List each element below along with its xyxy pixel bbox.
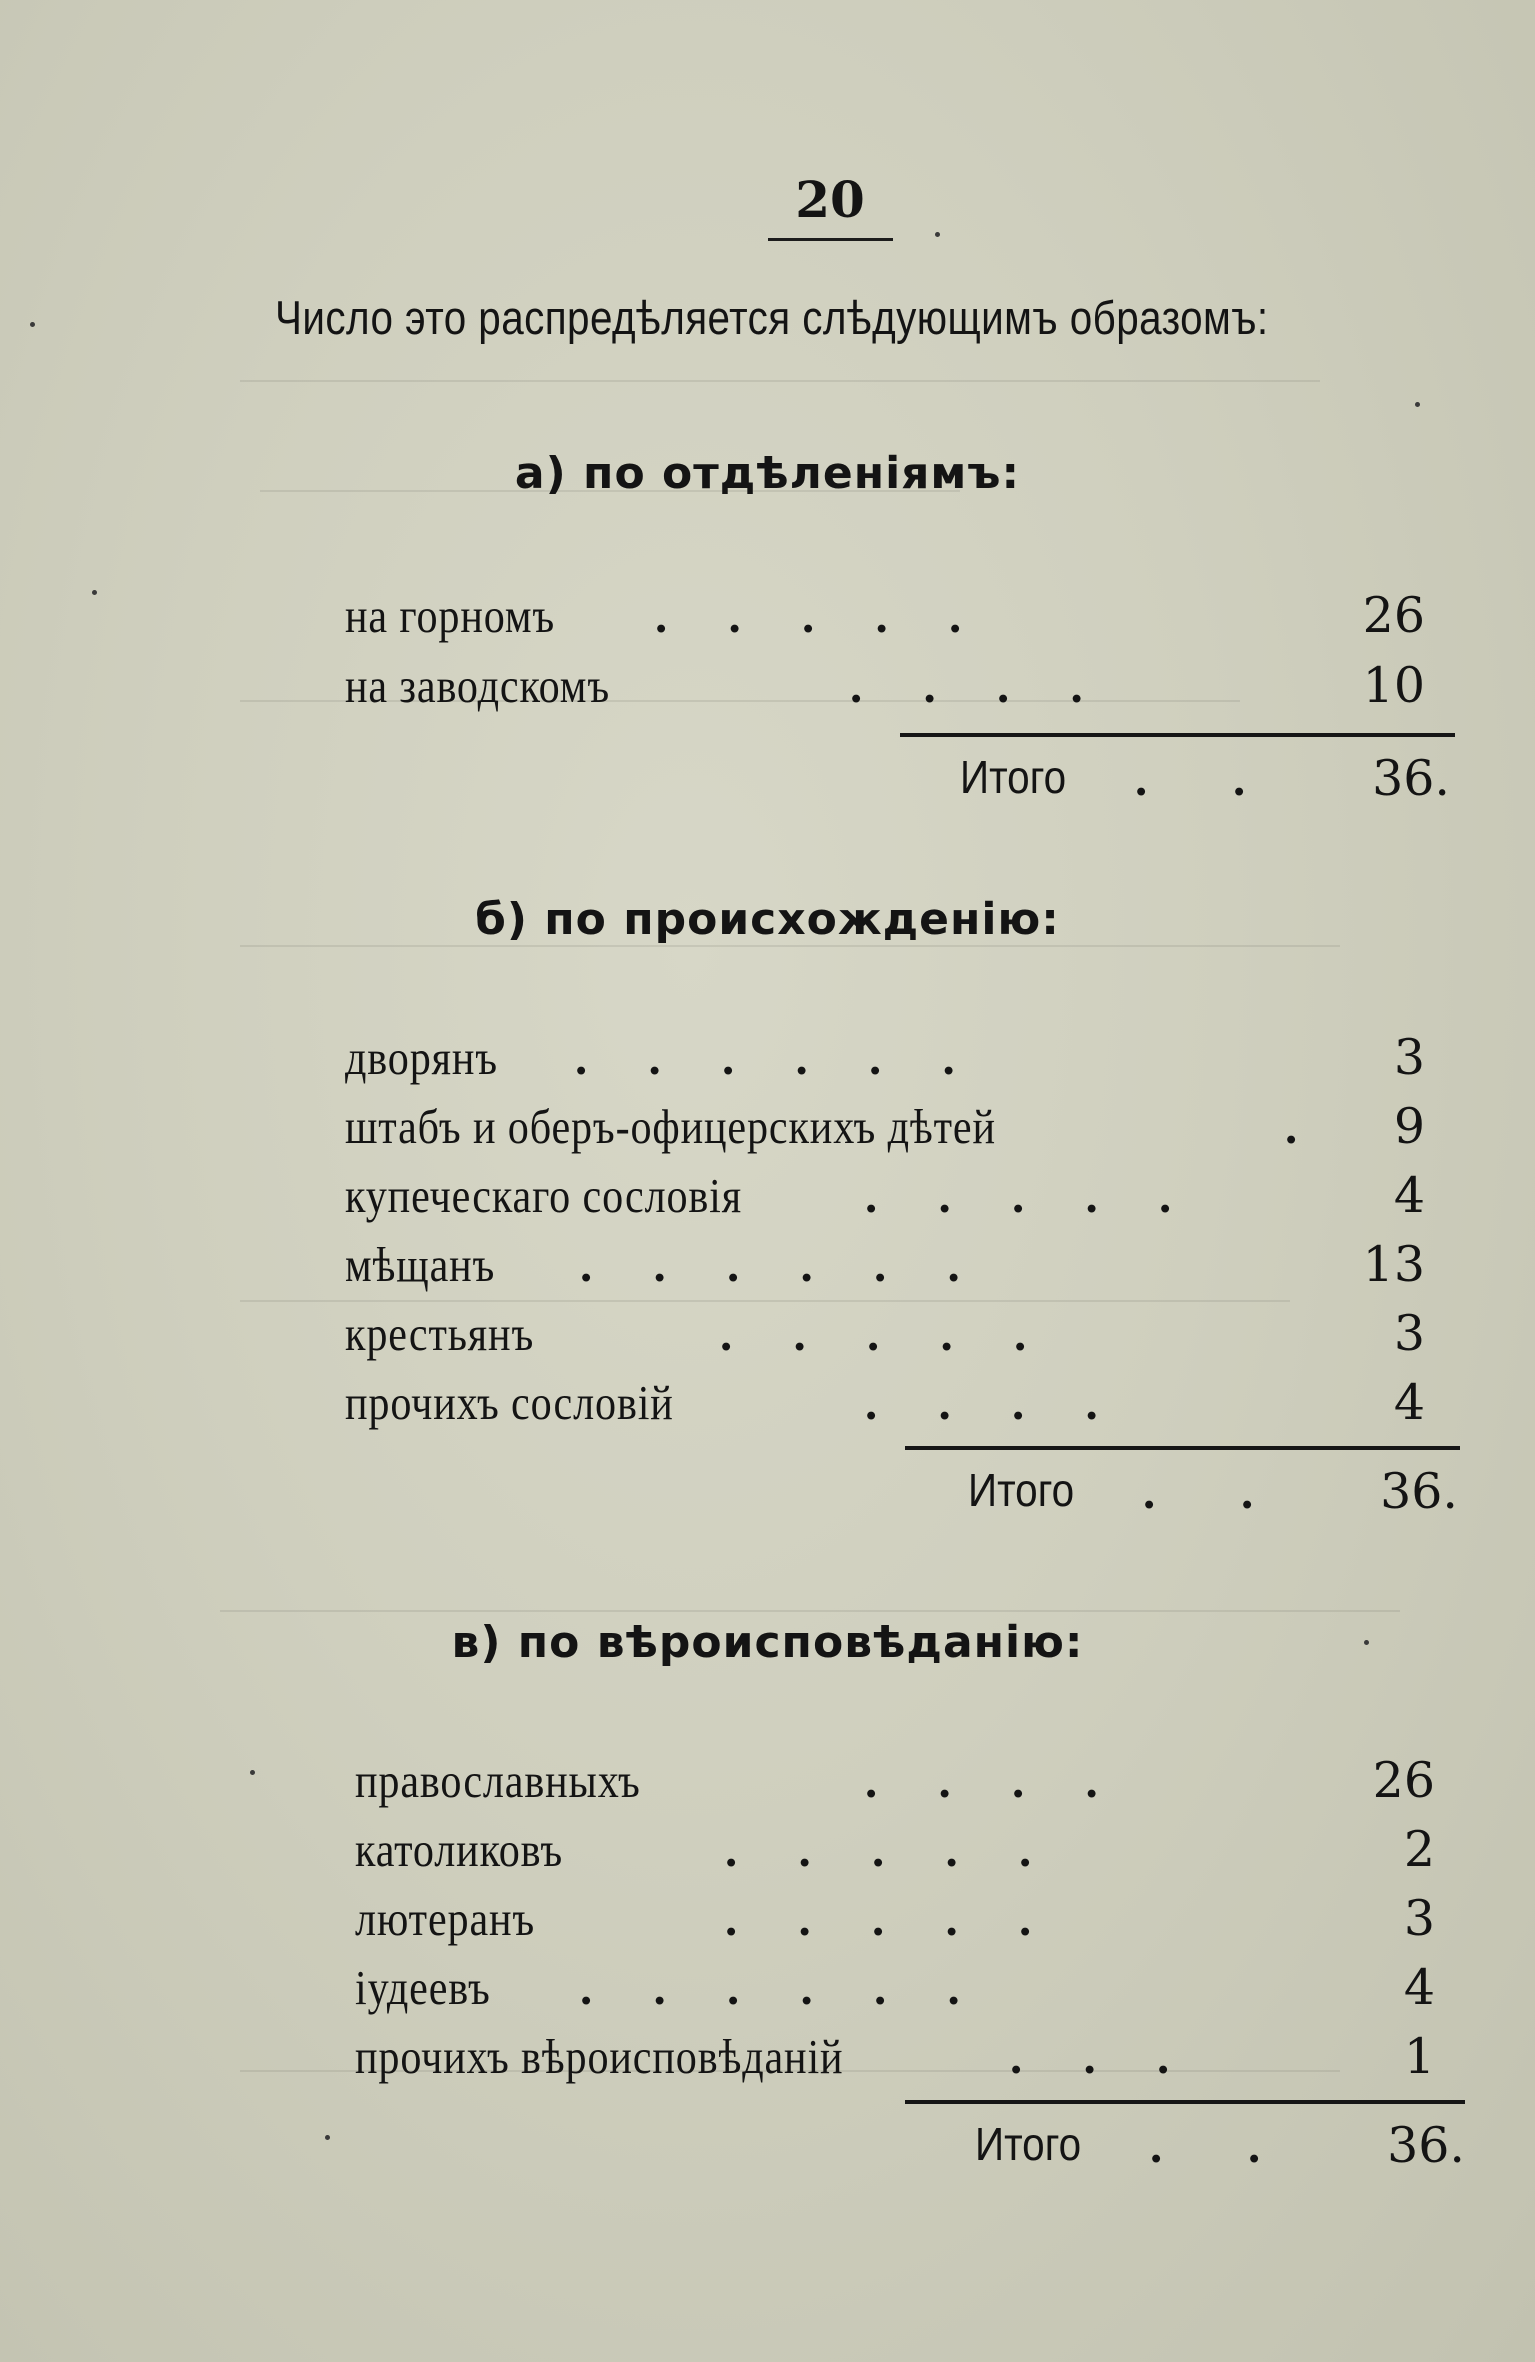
leader-dots: . . . . . [865, 1168, 1172, 1223]
table-row [345, 1236, 1425, 1300]
total-row [960, 750, 1450, 814]
table-row [345, 657, 1425, 721]
row-value: 1 [1403, 2028, 1435, 2085]
leader-dots: . . . . . [725, 1891, 1032, 1946]
paper-speck [92, 590, 97, 595]
section-heading-religion: в) по вѣроисповѣданію: [451, 1617, 1084, 1668]
page-number: 20 [795, 170, 865, 229]
leader-dots: . . . . . . [580, 1960, 960, 2015]
paper-speck [325, 2135, 330, 2140]
paper-speck [250, 1770, 255, 1775]
leader-dots: . . . [1010, 2029, 1170, 2084]
table-row [345, 587, 1425, 651]
table-row [345, 1167, 1425, 1231]
total-row [975, 2117, 1465, 2181]
leader-dots: . . . . . [725, 1822, 1032, 1877]
row-value: 4 [1393, 1374, 1425, 1431]
row-label: дворянъ [345, 1030, 498, 1085]
leader-dots: . . . . . [720, 1306, 1027, 1361]
row-value: 3 [1393, 1029, 1425, 1086]
intro-text: Число это распредѣляется слѣдующимъ образомъ: [275, 291, 1269, 344]
row-value: 10 [1362, 657, 1425, 714]
row-value: 4 [1403, 1959, 1435, 2016]
leader-dots: . . . . . [655, 588, 962, 643]
row-label: лютеранъ [355, 1891, 536, 1946]
row-value: 13 [1362, 1236, 1425, 1293]
total-value: 36. [1380, 1463, 1458, 1520]
leader-dots: . . [1143, 1464, 1254, 1519]
row-value: 9 [1393, 1098, 1425, 1155]
leader-dots: . . . . [865, 1753, 1098, 1808]
leader-dots: . . [1150, 2118, 1261, 2173]
total-label: Итого [960, 751, 1067, 803]
leader-dots: . . . . . . [575, 1030, 955, 1085]
bleed-through-line [240, 380, 1320, 382]
table-row [345, 1374, 1425, 1438]
row-value: 3 [1393, 1305, 1425, 1362]
row-label: мѣщанъ [345, 1237, 496, 1292]
row-label: штабъ и оберъ-офицерскихъ дѣтей [345, 1099, 996, 1154]
total-value: 36. [1387, 2117, 1465, 2174]
table-row [345, 1305, 1425, 1369]
row-label: прочихъ сословій [345, 1375, 674, 1430]
table-row [355, 2028, 1435, 2092]
total-rule [900, 733, 1455, 737]
leader-dots: . . . . . . [580, 1237, 960, 1292]
paper-speck [935, 232, 940, 237]
total-label: Итого [968, 1464, 1075, 1516]
table-row [345, 1098, 1425, 1162]
section-heading-origin: б) по происхожденію: [475, 894, 1060, 945]
table-row [355, 1821, 1435, 1885]
row-value: 3 [1403, 1890, 1435, 1947]
table-row [355, 1959, 1435, 2023]
row-label: прочихъ вѣроисповѣданій [355, 2029, 844, 2084]
leader-dots: . . [1135, 751, 1246, 806]
paper-speck [1415, 402, 1420, 407]
row-label: купеческаго сословія [345, 1168, 742, 1223]
bleed-through-line [240, 945, 1340, 947]
row-label: крестьянъ [345, 1306, 535, 1361]
row-label: католиковъ [355, 1822, 564, 1877]
row-label: православныхъ [355, 1753, 641, 1808]
total-rule [905, 2100, 1465, 2104]
leader-dots: . . . . [850, 658, 1083, 713]
row-value: 4 [1393, 1167, 1425, 1224]
row-label: на горномъ [345, 588, 556, 643]
table-row [355, 1752, 1435, 1816]
page-number-rule [768, 238, 893, 241]
total-rule [905, 1446, 1460, 1450]
row-value: 2 [1403, 1821, 1435, 1878]
leader-dots: . . . . [865, 1375, 1098, 1430]
row-value: 26 [1372, 1752, 1435, 1809]
total-value: 36. [1372, 750, 1450, 807]
paper-speck [1364, 1640, 1369, 1645]
total-label: Итого [975, 2118, 1082, 2170]
row-value: 26 [1362, 587, 1425, 644]
paper-speck [30, 322, 35, 327]
table-row [355, 1890, 1435, 1954]
bleed-through-line [220, 1610, 1400, 1612]
total-row [968, 1463, 1458, 1527]
row-label: іудеевъ [355, 1960, 491, 2015]
bleed-through-line [240, 1300, 1290, 1302]
leader-dots: . [1285, 1099, 1298, 1154]
row-label: на заводскомъ [345, 658, 610, 713]
table-row [345, 1029, 1425, 1093]
section-heading-departments: а) по отдѣленіямъ: [514, 448, 1021, 499]
